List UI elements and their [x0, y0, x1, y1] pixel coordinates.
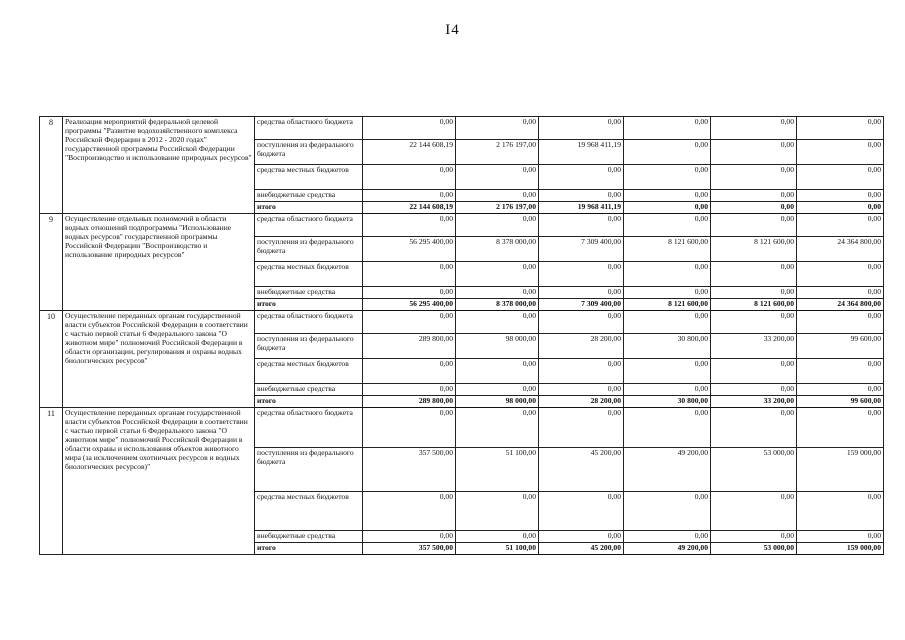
amount-cell: 0,00 — [539, 408, 624, 448]
amount-cell: 0,00 — [624, 117, 711, 140]
amount-cell: 0,00 — [711, 287, 797, 299]
amount-cell: 0,00 — [624, 531, 711, 543]
amount-cell: 2 176 197,00 — [456, 202, 539, 214]
funding-source-total: итого — [255, 202, 363, 214]
amount-cell: 0,00 — [456, 262, 539, 287]
amount-cell: 8 121 600,00 — [624, 237, 711, 262]
amount-cell: 7 309 400,00 — [539, 237, 624, 262]
amount-cell: 0,00 — [363, 384, 456, 396]
amount-cell: 0,00 — [539, 214, 624, 237]
amount-cell: 8 121 600,00 — [711, 237, 797, 262]
amount-cell: 24 364 800,00 — [797, 299, 884, 311]
amount-cell: 51 100,00 — [456, 543, 539, 555]
amount-cell: 0,00 — [539, 311, 624, 334]
amount-cell: 0,00 — [624, 214, 711, 237]
amount-cell: 8 121 600,00 — [624, 299, 711, 311]
amount-cell: 0,00 — [456, 531, 539, 543]
amount-cell: 0,00 — [711, 165, 797, 190]
funding-source-extrabudgetary-funds: внебюджетные средства — [255, 287, 363, 299]
amount-cell: 30 800,00 — [624, 396, 711, 408]
funding-source-federal-funds: поступления из федерального бюджета — [255, 140, 363, 165]
amount-cell: 99 600,00 — [797, 334, 884, 359]
funding-source-extrabudgetary-funds: внебюджетные средства — [255, 384, 363, 396]
amount-cell: 357 500,00 — [363, 448, 456, 492]
amount-cell: 0,00 — [711, 359, 797, 384]
funding-source-total: итого — [255, 299, 363, 311]
amount-cell: 22 144 608,19 — [363, 140, 456, 165]
amount-cell: 22 144 608,19 — [363, 202, 456, 214]
amount-cell: 49 200,00 — [624, 543, 711, 555]
amount-cell: 0,00 — [363, 214, 456, 237]
amount-cell: 0,00 — [539, 117, 624, 140]
amount-cell: 51 100,00 — [456, 448, 539, 492]
budget-table — [39, 116, 884, 555]
amount-cell: 0,00 — [363, 165, 456, 190]
amount-cell: 289 800,00 — [363, 334, 456, 359]
amount-cell: 0,00 — [797, 165, 884, 190]
amount-cell: 0,00 — [363, 492, 456, 531]
measure-description-cell: Реализация мероприятий федеральной целевой программы "Развитие водохозяйственного комплекса Российской Федерации в 2012 - 2020 годах" государственной программы Российской Федерации "Воспроизводство и использование природных ресурсов" — [63, 117, 255, 214]
amount-cell: 0,00 — [711, 214, 797, 237]
table-row — [40, 214, 884, 237]
funding-source-federal-funds: поступления из федерального бюджета — [255, 334, 363, 359]
amount-cell: 0,00 — [456, 117, 539, 140]
amount-cell: 33 200,00 — [711, 396, 797, 408]
amount-cell: 0,00 — [624, 311, 711, 334]
amount-cell: 24 364 800,00 — [797, 237, 884, 262]
amount-cell: 0,00 — [797, 214, 884, 237]
amount-cell: 0,00 — [456, 384, 539, 396]
amount-cell: 159 000,00 — [797, 543, 884, 555]
amount-cell: 0,00 — [456, 359, 539, 384]
amount-cell: 0,00 — [797, 359, 884, 384]
table-row — [40, 311, 884, 334]
funding-source-regional-budget: средства областного бюджета — [255, 214, 363, 237]
amount-cell: 49 200,00 — [624, 448, 711, 492]
amount-cell: 0,00 — [797, 384, 884, 396]
amount-cell: 28 200,00 — [539, 334, 624, 359]
table-row — [40, 408, 884, 448]
amount-cell: 0,00 — [456, 165, 539, 190]
amount-cell: 56 295 400,00 — [363, 237, 456, 262]
amount-cell: 0,00 — [797, 311, 884, 334]
amount-cell: 0,00 — [539, 190, 624, 202]
amount-cell: 0,00 — [363, 408, 456, 448]
amount-cell: 0,00 — [797, 202, 884, 214]
funding-source-local-budgets: средства местных бюджетов — [255, 492, 363, 531]
amount-cell: 0,00 — [539, 492, 624, 531]
amount-cell: 0,00 — [711, 492, 797, 531]
amount-cell: 0,00 — [624, 165, 711, 190]
amount-cell: 8 378 000,00 — [456, 299, 539, 311]
amount-cell: 0,00 — [539, 384, 624, 396]
measure-description-cell: Осуществление переданных органам государственной власти субъектов Российской Федерации в соответствии с частью первой статьи 6 Федерального закона "О животном мире" полномочий Российской Федерации в области охраны и использования объектов животного мира (за исключением охотничьих ресурсов и водных биологических ресурсов)" — [63, 408, 255, 555]
amount-cell: 0,00 — [624, 140, 711, 165]
amount-cell: 99 600,00 — [797, 396, 884, 408]
amount-cell: 0,00 — [539, 531, 624, 543]
amount-cell: 0,00 — [711, 202, 797, 214]
amount-cell: 33 200,00 — [711, 334, 797, 359]
amount-cell: 0,00 — [624, 359, 711, 384]
amount-cell: 8 121 600,00 — [711, 299, 797, 311]
funding-source-local-budgets: средства местных бюджетов — [255, 165, 363, 190]
amount-cell: 0,00 — [539, 359, 624, 384]
amount-cell: 0,00 — [797, 262, 884, 287]
funding-source-local-budgets: средства местных бюджетов — [255, 359, 363, 384]
amount-cell: 0,00 — [363, 359, 456, 384]
amount-cell: 0,00 — [539, 262, 624, 287]
amount-cell: 53 000,00 — [711, 543, 797, 555]
amount-cell: 0,00 — [363, 117, 456, 140]
amount-cell: 0,00 — [456, 492, 539, 531]
amount-cell: 0,00 — [363, 531, 456, 543]
amount-cell: 0,00 — [624, 492, 711, 531]
amount-cell: 289 800,00 — [363, 396, 456, 408]
page-number: I4 — [445, 22, 460, 38]
amount-cell: 0,00 — [456, 287, 539, 299]
amount-cell: 0,00 — [624, 202, 711, 214]
amount-cell: 0,00 — [456, 311, 539, 334]
amount-cell: 45 200,00 — [539, 448, 624, 492]
funding-source-regional-budget: средства областного бюджета — [255, 408, 363, 448]
amount-cell: 0,00 — [624, 262, 711, 287]
measure-description-cell: Осуществление переданных органам государственной власти субъектов Российской Федерации в соответствии с частью первой статьи 6 Федерального закона "О животном мире" полномочий Российской Федерации в области организации, регулирования и охраны водных биологических ресурсов" — [63, 311, 255, 408]
measure-description-cell: Осуществление отдельных полномочий в области водных отношений подпрограммы "Использование водных ресурсов" государственной программы Российской Федерации "Воспроизводство и использование природных ресурсов" — [63, 214, 255, 311]
amount-cell: 2 176 197,00 — [456, 140, 539, 165]
amount-cell: 0,00 — [456, 190, 539, 202]
amount-cell: 0,00 — [363, 287, 456, 299]
amount-cell: 0,00 — [624, 408, 711, 448]
amount-cell: 159 000,00 — [797, 448, 884, 492]
amount-cell: 45 200,00 — [539, 543, 624, 555]
amount-cell: 0,00 — [539, 165, 624, 190]
funding-source-regional-budget: средства областного бюджета — [255, 311, 363, 334]
amount-cell: 0,00 — [797, 190, 884, 202]
funding-source-extrabudgetary-funds: внебюджетные средства — [255, 190, 363, 202]
amount-cell: 0,00 — [711, 311, 797, 334]
amount-cell: 0,00 — [624, 287, 711, 299]
amount-cell: 0,00 — [456, 408, 539, 448]
amount-cell: 0,00 — [797, 492, 884, 531]
amount-cell: 0,00 — [711, 531, 797, 543]
row-number-cell: 8 — [40, 117, 63, 214]
amount-cell: 0,00 — [711, 190, 797, 202]
amount-cell: 0,00 — [797, 140, 884, 165]
table-row — [40, 117, 884, 140]
row-number-cell: 9 — [40, 214, 63, 311]
funding-source-total: итого — [255, 396, 363, 408]
funding-source-regional-budget: средства областного бюджета — [255, 117, 363, 140]
amount-cell: 98 000,00 — [456, 396, 539, 408]
amount-cell: 0,00 — [711, 140, 797, 165]
amount-cell: 0,00 — [624, 190, 711, 202]
funding-source-extrabudgetary-funds: внебюджетные средства — [255, 531, 363, 543]
amount-cell: 0,00 — [797, 408, 884, 448]
funding-source-federal-funds: поступления из федерального бюджета — [255, 237, 363, 262]
funding-source-local-budgets: средства местных бюджетов — [255, 262, 363, 287]
funding-source-total: итого — [255, 543, 363, 555]
amount-cell: 0,00 — [363, 262, 456, 287]
amount-cell: 0,00 — [363, 190, 456, 202]
amount-cell: 0,00 — [797, 287, 884, 299]
amount-cell: 357 500,00 — [363, 543, 456, 555]
amount-cell: 0,00 — [797, 117, 884, 140]
amount-cell: 0,00 — [539, 287, 624, 299]
amount-cell: 30 800,00 — [624, 334, 711, 359]
amount-cell: 56 295 400,00 — [363, 299, 456, 311]
amount-cell: 98 000,00 — [456, 334, 539, 359]
amount-cell: 0,00 — [711, 117, 797, 140]
amount-cell: 0,00 — [797, 531, 884, 543]
amount-cell: 0,00 — [711, 408, 797, 448]
funding-source-federal-funds: поступления из федерального бюджета — [255, 448, 363, 492]
row-number-cell: 11 — [40, 408, 63, 555]
amount-cell: 0,00 — [624, 384, 711, 396]
amount-cell: 8 378 000,00 — [456, 237, 539, 262]
row-number-cell: 10 — [40, 311, 63, 408]
amount-cell: 53 000,00 — [711, 448, 797, 492]
amount-cell: 0,00 — [711, 262, 797, 287]
amount-cell: 0,00 — [363, 311, 456, 334]
amount-cell: 19 968 411,19 — [539, 140, 624, 165]
amount-cell: 0,00 — [711, 384, 797, 396]
amount-cell: 28 200,00 — [539, 396, 624, 408]
amount-cell: 0,00 — [456, 214, 539, 237]
table-body — [40, 117, 884, 555]
amount-cell: 7 309 400,00 — [539, 299, 624, 311]
amount-cell: 19 968 411,19 — [539, 202, 624, 214]
